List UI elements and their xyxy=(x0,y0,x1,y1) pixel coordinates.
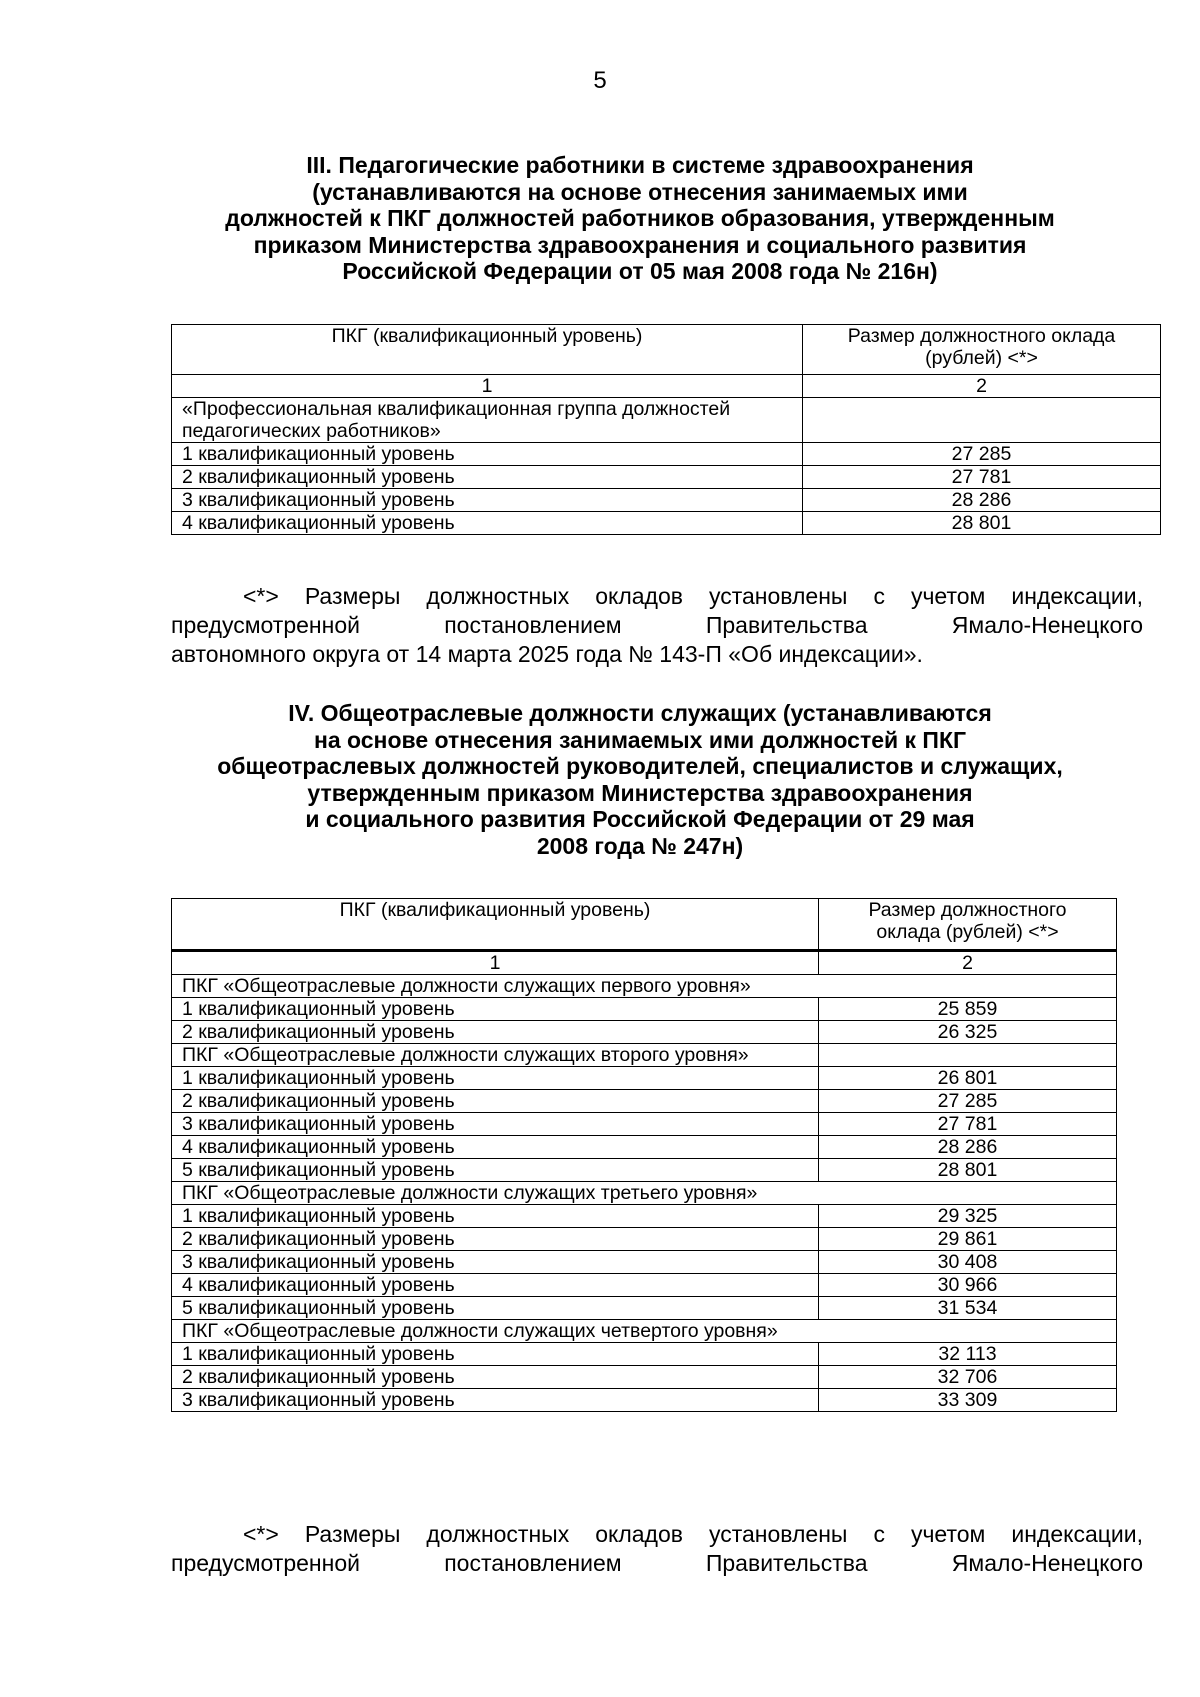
level-cell: 1 квалификационный уровень xyxy=(172,443,803,466)
salary-cell: 29 325 xyxy=(819,1205,1117,1228)
salary-cell: 26 801 xyxy=(819,1067,1117,1090)
level-cell: 2 квалификационный уровень xyxy=(172,466,803,489)
level-cell: 3 квалификационный уровень xyxy=(172,1389,819,1412)
table-row xyxy=(172,1205,1117,1228)
level-cell: 2 квалификационный уровень xyxy=(172,1021,819,1044)
section-4-title-line: на основе отнесения занимаемых ими должностей к ПКГ xyxy=(313,726,967,753)
level-cell: 1 квалификационный уровень xyxy=(172,1067,819,1090)
salary-cell: 28 801 xyxy=(803,512,1161,535)
group-name-cell: ПКГ «Общеотраслевые должности служащих первого уровня» xyxy=(172,975,1117,998)
table-row xyxy=(172,1228,1117,1251)
level-cell: 4 квалификационный уровень xyxy=(172,1274,819,1297)
table-row xyxy=(172,1090,1117,1113)
section-4-title xyxy=(160,700,1120,859)
section-4-salary-table xyxy=(171,898,1117,1412)
table-row xyxy=(172,1343,1117,1366)
table-row xyxy=(172,1297,1117,1320)
group-name-cell: ПКГ «Общеотраслевые должности служащих второго уровня» xyxy=(172,1044,819,1067)
salary-cell: 27 285 xyxy=(819,1090,1117,1113)
level-cell: 2 квалификационный уровень xyxy=(172,1228,819,1251)
section-4-title-line: и социального развития Российской Федерации от 29 мая xyxy=(305,806,975,832)
salary-cell: 27 781 xyxy=(803,466,1161,489)
salary-cell: 30 408 xyxy=(819,1251,1117,1274)
footnote-line: <*> Размеры должностных окладов установлены с учетом индексации, xyxy=(243,1521,1143,1547)
table-row xyxy=(172,1366,1117,1389)
level-cell: 4 квалификационный уровень xyxy=(172,512,803,535)
section-4-title-line: 2008 года № 247н) xyxy=(536,832,744,859)
header-salary-cell: Размер должностного оклада (рублей) <*> xyxy=(819,899,1117,951)
section-3-title-line: III. Педагогические работники в системе здравоохранения xyxy=(306,152,974,178)
section-3-title-line: (устанавливаются на основе отнесения занимаемых ими xyxy=(312,178,968,205)
level-cell: 1 квалификационный уровень xyxy=(172,1205,819,1228)
section-3-title-line: должностей к ПКГ должностей работников образования, утвержденным xyxy=(225,205,1055,231)
level-cell: 5 квалификационный уровень xyxy=(172,1297,819,1320)
level-cell: 2 квалификационный уровень xyxy=(172,1366,819,1389)
salary-cell: 28 286 xyxy=(819,1136,1117,1159)
table-column-numbers-row xyxy=(172,951,1117,975)
group-salary-cell xyxy=(803,398,1161,443)
salary-cell: 28 286 xyxy=(803,489,1161,512)
section-4-title-line: утвержденным приказом Министерства здравоохранения xyxy=(307,779,973,806)
footnote-line: <*> Размеры должностных окладов установлены с учетом индексации, xyxy=(243,583,1143,609)
section-3-footnote xyxy=(171,582,1143,669)
level-cell: 3 квалификационный уровень xyxy=(172,1251,819,1274)
level-cell: 3 квалификационный уровень xyxy=(172,1113,819,1136)
table-header-row xyxy=(172,899,1117,951)
table-row xyxy=(172,443,1161,466)
table-row xyxy=(172,489,1161,512)
section-3-title-line: приказом Министерства здравоохранения и социального развития xyxy=(253,231,1027,258)
section-4-title-line: общеотраслевых должностей руководителей, специалистов и служащих, xyxy=(217,753,1063,779)
section-3-title-line: Российской Федерации от 05 мая 2008 года № 216н) xyxy=(342,258,938,284)
header-level-cell: ПКГ (квалификационный уровень) xyxy=(172,325,803,375)
level-cell: 1 квалификационный уровень xyxy=(172,998,819,1021)
salary-cell: 32 706 xyxy=(819,1366,1117,1389)
table-row xyxy=(172,1159,1117,1182)
salary-cell: 32 113 xyxy=(819,1343,1117,1366)
column-number-cell: 1 xyxy=(172,951,819,975)
table-row xyxy=(172,1136,1117,1159)
salary-cell: 30 966 xyxy=(819,1274,1117,1297)
page-number: 5 xyxy=(593,67,607,94)
table-row xyxy=(172,466,1161,489)
salary-cell: 25 859 xyxy=(819,998,1117,1021)
level-cell: 4 квалификационный уровень xyxy=(172,1136,819,1159)
table-header-row xyxy=(172,325,1161,375)
salary-cell: 26 325 xyxy=(819,1021,1117,1044)
level-cell: 3 квалификационный уровень xyxy=(172,489,803,512)
table-row xyxy=(172,1021,1117,1044)
group-name-cell: ПКГ «Общеотраслевые должности служащих четвертого уровня» xyxy=(172,1320,1117,1343)
table-row xyxy=(172,1389,1117,1412)
table-row xyxy=(172,1274,1117,1297)
column-number-cell: 1 xyxy=(172,375,803,398)
level-cell: 1 квалификационный уровень xyxy=(172,1343,819,1366)
table-group-row xyxy=(172,1320,1117,1343)
group-name-cell: «Профессиональная квалификационная группа должностей педагогических работников» xyxy=(172,398,803,443)
footnote-line: автономного округа от 14 марта 2025 года № 143-П «Об индексации». xyxy=(171,641,923,667)
table-row xyxy=(172,998,1117,1021)
salary-cell: 28 801 xyxy=(819,1159,1117,1182)
table-group-row xyxy=(172,975,1117,998)
salary-cell: 27 781 xyxy=(819,1113,1117,1136)
salary-cell: 29 861 xyxy=(819,1228,1117,1251)
column-number-cell: 2 xyxy=(819,951,1117,975)
section-4-footnote xyxy=(171,1520,1143,1578)
header-salary-cell: Размер должностного оклада (рублей) <*> xyxy=(803,325,1161,375)
section-3-title xyxy=(160,152,1120,285)
footnote-line: предусмотренной постановлением Правительства Ямало-Ненецкого xyxy=(171,1550,1143,1576)
table-row xyxy=(172,1113,1117,1136)
group-salary-cell xyxy=(819,1044,1117,1067)
group-name-cell: ПКГ «Общеотраслевые должности служащих третьего уровня» xyxy=(172,1182,1117,1205)
column-number-cell: 2 xyxy=(803,375,1161,398)
table-group-row xyxy=(172,1044,1117,1067)
table-row xyxy=(172,1251,1117,1274)
section-4-title-line: IV. Общеотраслевые должности служащих (устанавливаются xyxy=(288,700,992,726)
level-cell: 2 квалификационный уровень xyxy=(172,1090,819,1113)
table-group-row xyxy=(172,398,1161,443)
table-group-row xyxy=(172,1182,1117,1205)
level-cell: 5 квалификационный уровень xyxy=(172,1159,819,1182)
salary-cell: 33 309 xyxy=(819,1389,1117,1412)
header-level-cell: ПКГ (квалификационный уровень) xyxy=(172,899,819,951)
section-3-salary-table xyxy=(171,324,1161,535)
salary-cell: 27 285 xyxy=(803,443,1161,466)
salary-cell: 31 534 xyxy=(819,1297,1117,1320)
footnote-line: предусмотренной постановлением Правительства Ямало-Ненецкого xyxy=(171,612,1143,638)
table-row xyxy=(172,1067,1117,1090)
table-column-numbers-row xyxy=(172,375,1161,398)
table-row xyxy=(172,512,1161,535)
